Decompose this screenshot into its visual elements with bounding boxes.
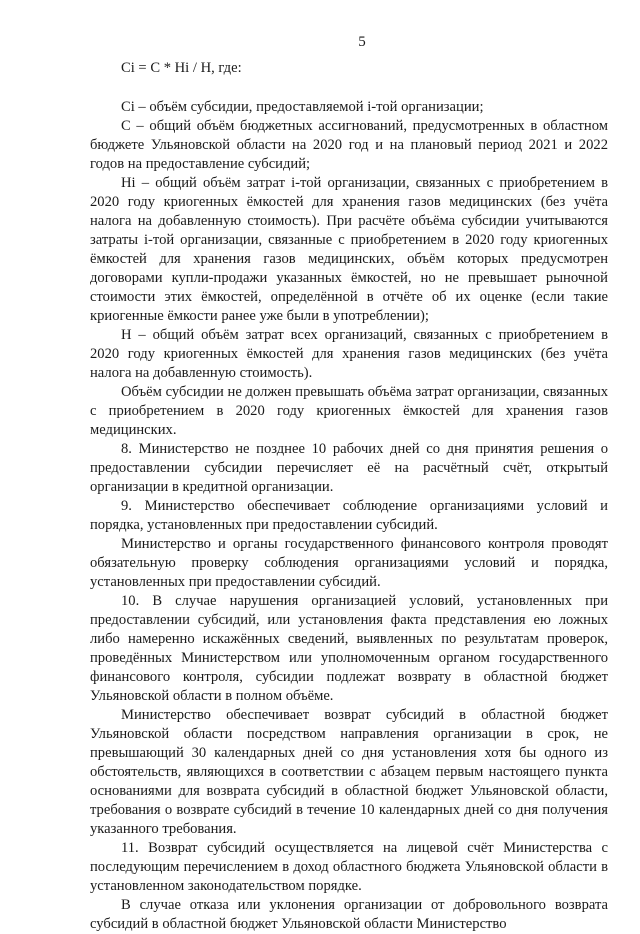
- definition-ci: Ci – объём субсидии, предоставляемой i-той организации;: [121, 99, 484, 115]
- definition-hi: Hi – общий объём затрат i-той организации, связанных с приобретением в 2020 году криогенных ёмкостей для хранения газов медицинских (без учёта налога на добавленную стоимость). При расчёте объёма субсидии учитываются затраты i-той организации, связанные с приобретением в 2020 году криогенных ёмкостей для хранения газов медицинских, объём которых предусмотрен договорами купли-продажи указанных ёмкостей, но не превышает рыночной стоимости этих ёмкостей, определённой в отчёте об их оценке (если такие криогенные ёмкости ранее уже были в употреблении);: [90, 175, 608, 324]
- clause-10: 10. В случае нарушения организацией условий, установленных при предоставлении субсидий, или установления факта представления ею ложных либо намеренно искажённых сведений, выявленных по результатам проверок, проведённых Министерством или уполномоченным органом государственного финансового контроля, субсидии подлежат возврату в областной бюджет Ульяновской области в полном объёме.: [90, 593, 608, 704]
- subsidy-limit-paragraph: Объём субсидии не должен превышать объёма затрат организации, связанных с приобретением в 2020 году криогенных ёмкостей для хранения газов медицинских.: [90, 384, 608, 438]
- clause-10-return: Министерство обеспечивает возврат субсидий в областной бюджет Ульяновской области посредством направления организации в срок, не превышающий 30 календарных дней со дня установления хотя бы одного из обстоятельств, являющихся в соответствии с абзацем первым настоящего пункта основаниями для возврата субсидий в областной бюджет Ульяновской области, требования о возврате субсидий в течение 10 календарных дней со дня получения указанного требования.: [90, 707, 608, 837]
- definition-h: H – общий объём затрат всех организаций, связанных с приобретением в 2020 году криогенных ёмкостей для хранения газов медицинских (без учёта налога на добавленную стоимость).: [90, 327, 608, 381]
- definition-c: С – общий объём бюджетных ассигнований, предусмотренных в областном бюджете Ульяновской области на 2020 год и на плановый период 2021 и 2022 годов на предоставление субсидий;: [90, 118, 608, 172]
- clause-8: 8. Министерство не позднее 10 рабочих дней со дня принятия решения о предоставлении субсидии перечисляет её на расчётный счёт, открытый организации в кредитной организации.: [90, 441, 608, 495]
- page-number: 5: [358, 34, 366, 50]
- clause-9: 9. Министерство обеспечивает соблюдение организациями условий и порядка, установленных при предоставлении субсидий.: [90, 498, 608, 533]
- subsidy-formula: Ci = C * Hi / H, где:: [121, 60, 242, 76]
- clause-11-refusal: В случае отказа или уклонения организации от добровольного возврата субсидий в областной бюджет Ульяновской области Министерство: [90, 897, 608, 932]
- clause-11: 11. Возврат субсидий осуществляется на лицевой счёт Министерства с последующим перечислением в доход областного бюджета Ульяновской области в установленном законодательством порядке.: [90, 840, 608, 894]
- clause-9-control: Министерство и органы государственного финансового контроля проводят обязательную проверку соблюдения организациями условий и порядка, установленных при предоставлении субсидий.: [90, 536, 608, 590]
